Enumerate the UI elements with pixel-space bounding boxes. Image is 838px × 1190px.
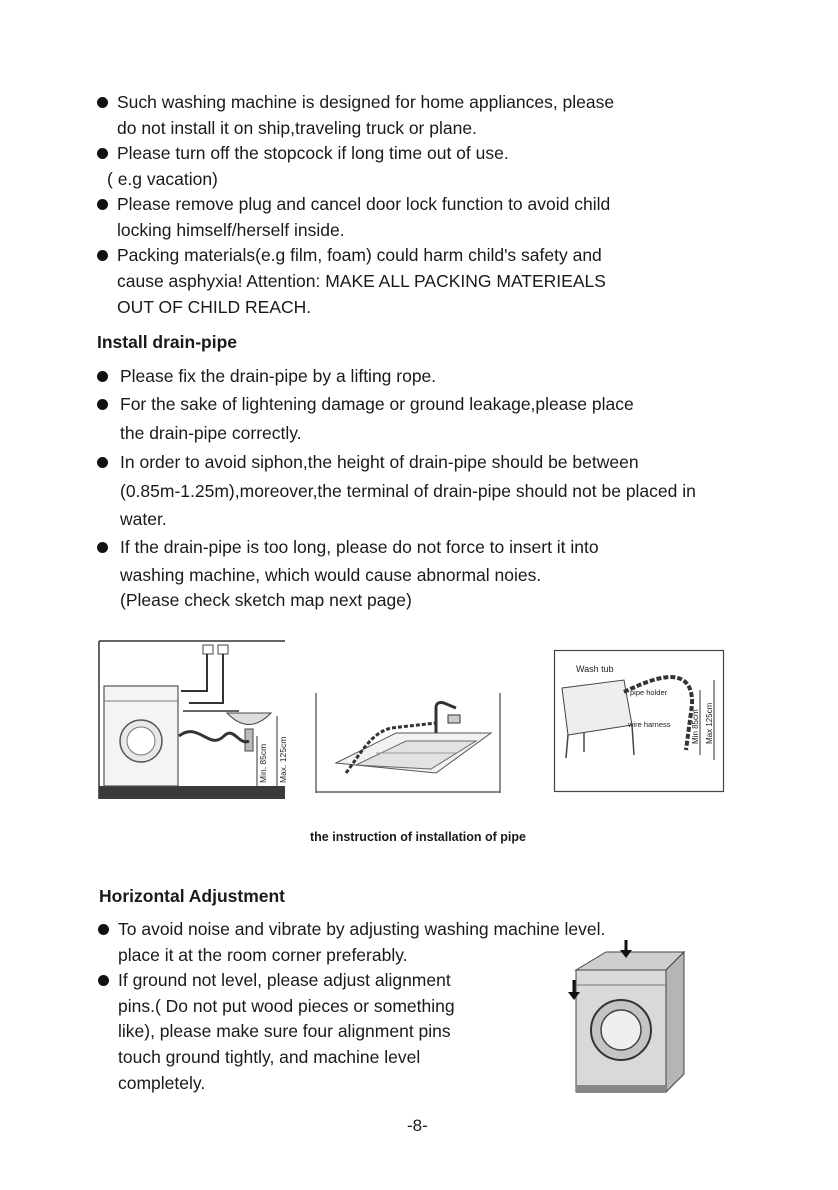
drain-item-2-line-1: For the sake of lightening damage or ground leakage,please place bbox=[120, 394, 634, 414]
safety-item-4-line-3: OUT OF CHILD REACH. bbox=[117, 297, 312, 317]
drain-item-1-line-1: Please fix the drain-pipe by a lifting rope. bbox=[120, 366, 437, 386]
bullet-icon bbox=[98, 924, 109, 935]
safety-item-4-line-2: cause asphyxia! Attention: MAKE ALL PACKING MATERIEALS bbox=[117, 271, 606, 291]
drain-item-3-line-1: In order to avoid siphon,the height of drain-pipe should be between bbox=[120, 452, 639, 472]
horizontal-item-2-line-4: touch ground tightly, and machine level bbox=[118, 1047, 421, 1067]
figure-caption: the instruction of installation of pipe bbox=[310, 830, 526, 844]
safety-item-3-line-2: locking himself/herself inside. bbox=[117, 220, 345, 240]
figure3-min-label: Min 85cm bbox=[691, 709, 700, 744]
drain-item-3-line-2: (0.85m-1.25m),moreover,the terminal of drain-pipe should not be placed in bbox=[120, 481, 696, 501]
figure3-holder-label: pipe holder bbox=[630, 688, 668, 697]
drain-item-4-line-2: washing machine, which would cause abnormal noies. bbox=[120, 565, 542, 585]
bullet-icon bbox=[97, 199, 108, 210]
figure3-harness-label: wire harness bbox=[628, 720, 671, 729]
safety-item-3-line-1: Please remove plug and cancel door lock function to avoid child bbox=[117, 194, 611, 214]
horizontal-item-2-line-3: like), please make sure four alignment pins bbox=[118, 1021, 451, 1041]
horizontal-item-1-line-1: To avoid noise and vibrate by adjusting washing machine level. bbox=[118, 919, 606, 939]
horizontal-item-2-line-1: If ground not level, please adjust alignment bbox=[118, 970, 451, 990]
drain-item-3-line-3: water. bbox=[120, 509, 167, 529]
horizontal-item-2-line-5: completely. bbox=[118, 1073, 206, 1093]
safety-item-1-line-2: do not install it on ship,traveling truck or plane. bbox=[117, 118, 477, 138]
figure3-max-label: Max 125cm bbox=[705, 702, 714, 744]
horizontal-item-2-line-2: pins.( Do not put wood pieces or something bbox=[118, 996, 455, 1016]
safety-item-2-line-1: Please turn off the stopcock if long time out of use. bbox=[117, 143, 509, 163]
drain-figure-machine bbox=[99, 641, 288, 799]
bullet-icon bbox=[97, 542, 108, 553]
horizontal-item-1-line-2: place it at the room corner preferably. bbox=[118, 945, 408, 965]
bullet-icon bbox=[97, 148, 108, 159]
drain-heading: Install drain-pipe bbox=[97, 332, 238, 352]
safety-item-2-line-2: ( e.g vacation) bbox=[107, 169, 218, 189]
drain-figure-washtub bbox=[554, 650, 724, 792]
safety-item-4-line-1: Packing materials(e.g film, foam) could harm child's safety and bbox=[117, 245, 602, 265]
figure1-min-label: Min. 85cm bbox=[258, 743, 268, 783]
figure1-max-label: Max. 125cm bbox=[278, 736, 288, 783]
bullet-icon bbox=[97, 399, 108, 410]
bullet-icon bbox=[97, 457, 108, 468]
bullet-icon bbox=[97, 97, 108, 108]
bullet-icon bbox=[98, 975, 109, 986]
figure3-tub-label: Wash tub bbox=[576, 664, 614, 674]
page-number: -8- bbox=[407, 1116, 428, 1135]
drain-item-4-line-3: (Please check sketch map next page) bbox=[120, 590, 412, 610]
safety-item-1-line-1: Such washing machine is designed for home appliances, please bbox=[117, 92, 615, 112]
horizontal-heading: Horizontal Adjustment bbox=[99, 886, 286, 906]
drain-item-2-line-2: the drain-pipe correctly. bbox=[120, 423, 302, 443]
drain-item-4-line-1: If the drain-pipe is too long, please do not force to insert it into bbox=[120, 537, 599, 557]
drain-figure-sink bbox=[316, 693, 500, 793]
bullet-icon bbox=[97, 371, 108, 382]
bullet-icon bbox=[97, 250, 108, 261]
leveling-figure bbox=[566, 940, 688, 1100]
